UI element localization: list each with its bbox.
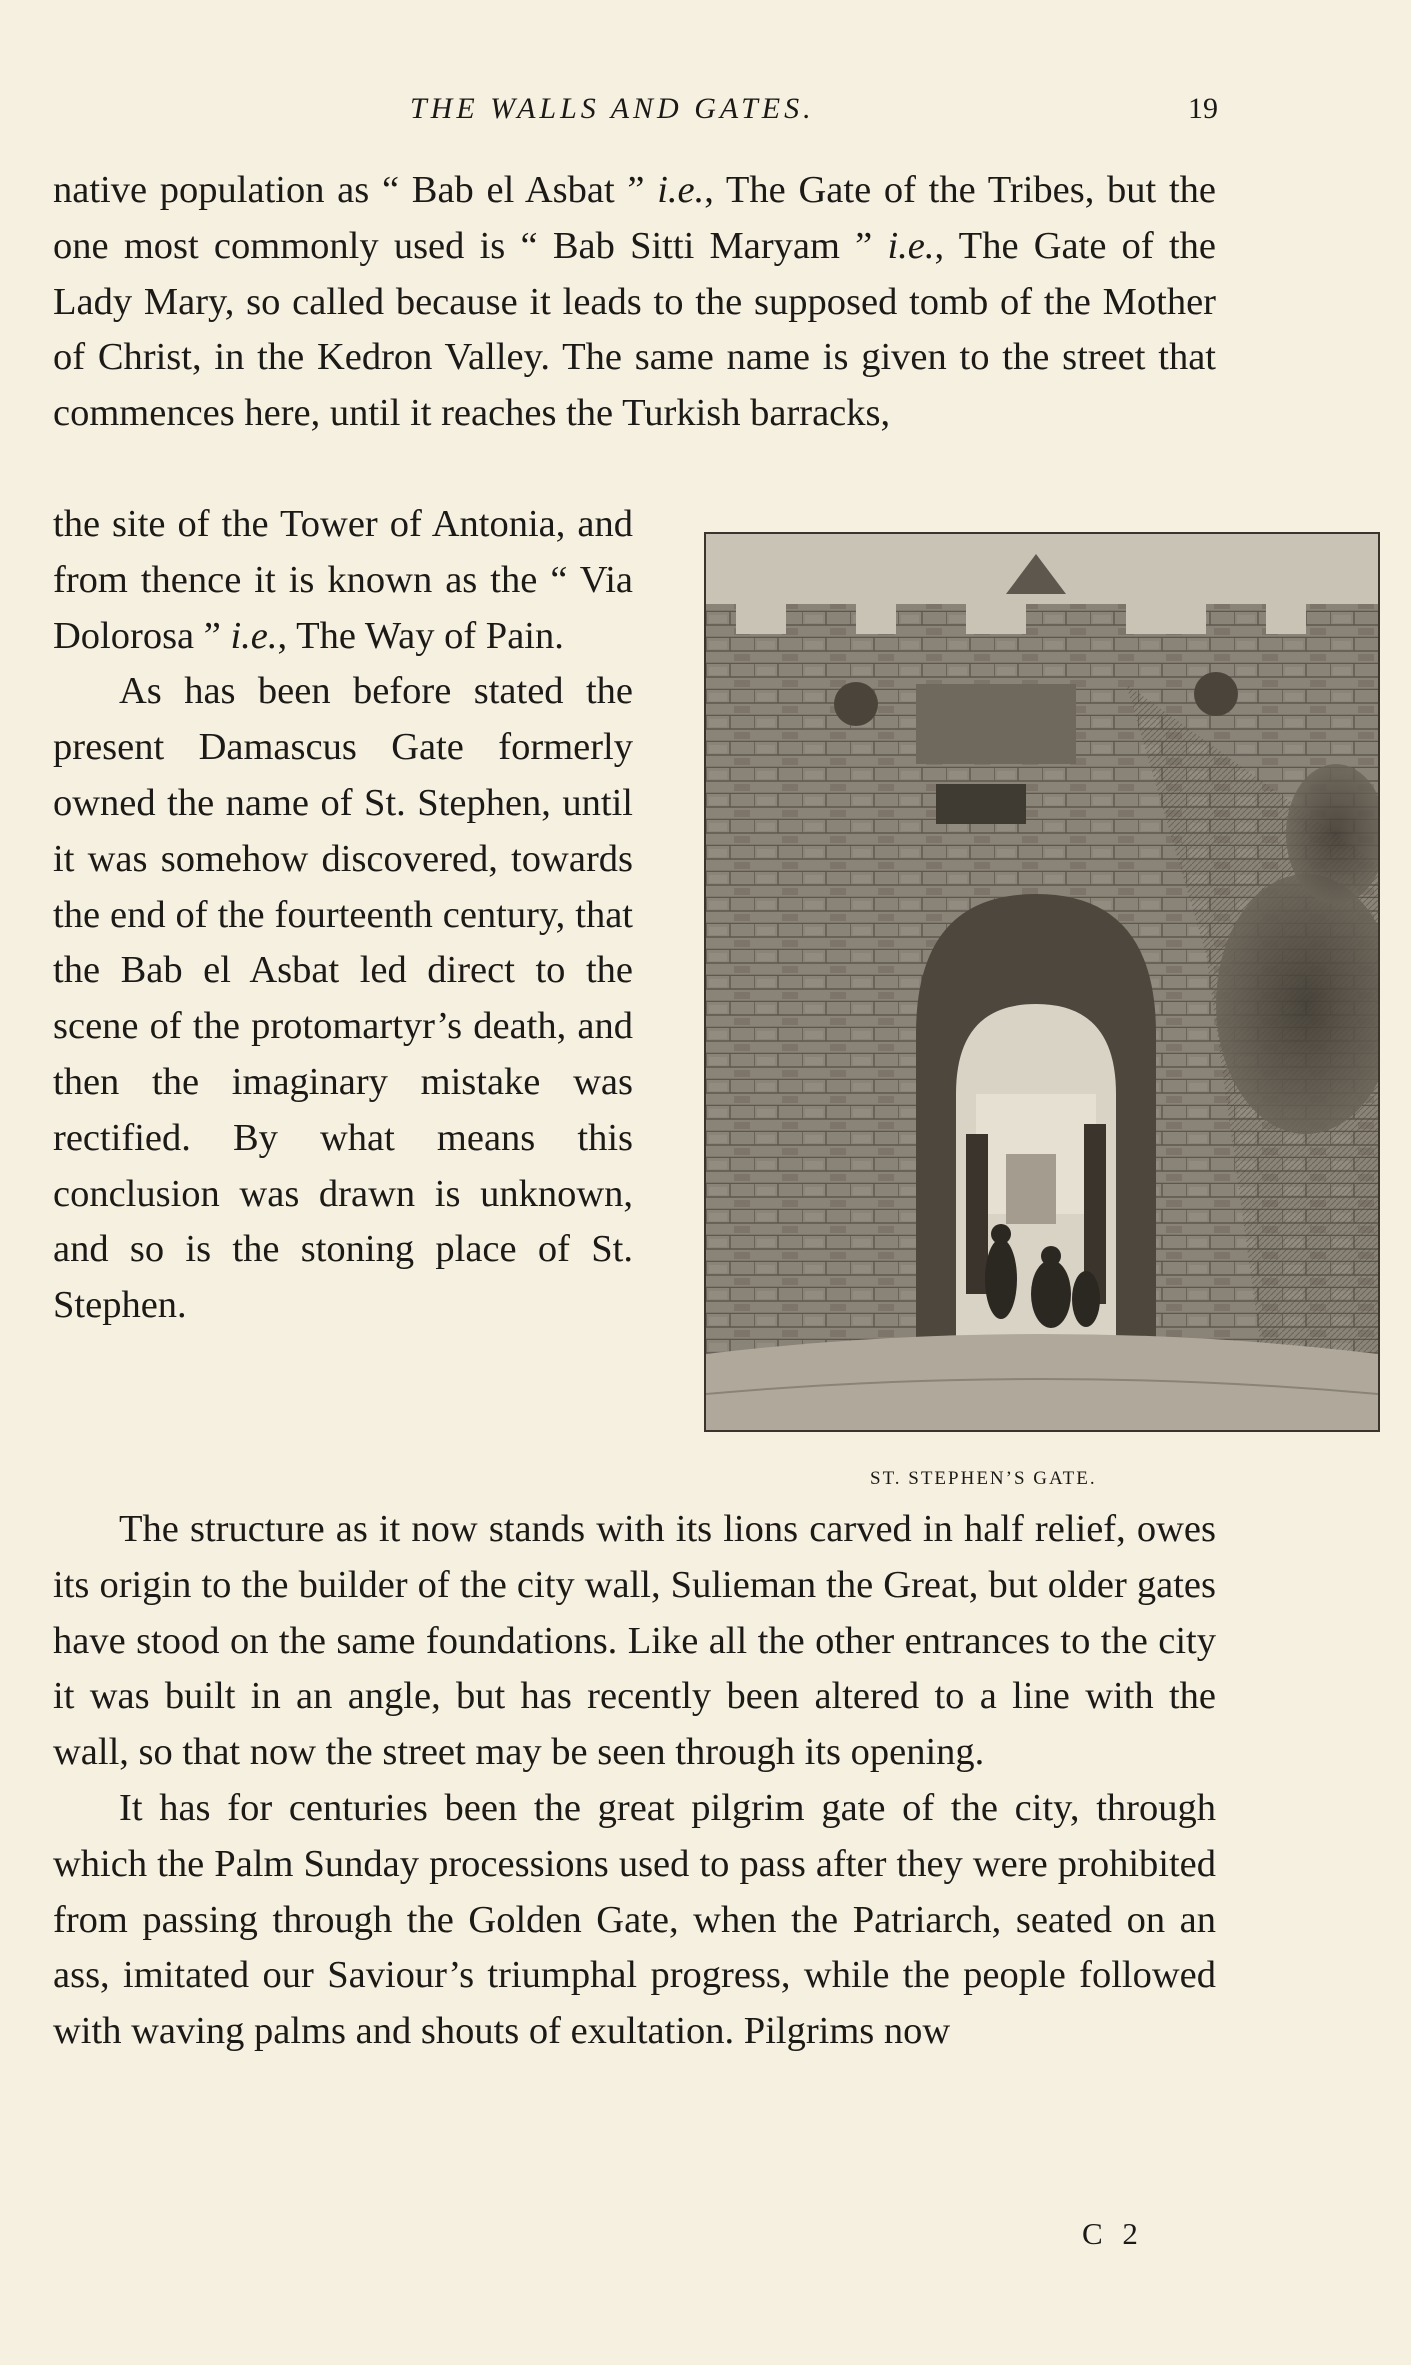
italic-abbreviation: i.e.	[887, 224, 935, 267]
text-run: , The Gate of the Lady Mary, so called because it leads to the supposed tomb of the Mother of Christ, in the Kedron Valley. The same name is given to the street that commences here, until it reaches the Turkish barracks,	[53, 224, 1216, 435]
wrapped-text-column	[53, 497, 633, 1334]
paragraph-block	[53, 1502, 1216, 2060]
lion-relief-right	[1194, 672, 1238, 716]
paragraph-structure: The structure as it now stands with its lions carved in half relief, owes its origin to the builder of the city wall, Sulieman the Great, but older gates have stood on the same foundations. Like all the other entrances to the city it was built in an angle, but has recently been altered to a line with the wall, so that now the street may be seen through its opening.	[53, 1508, 1216, 1774]
text-run: native population as “ Bab el Asbat ”	[53, 169, 658, 211]
running-head	[0, 92, 1411, 132]
gate-engraving	[706, 534, 1378, 1430]
italic-abbreviation: i.e.	[657, 169, 705, 211]
lion-relief-left	[834, 682, 878, 726]
text-run: , The Gate of the Tribes, but the one most commonly used is “ Bab Sitti Maryam ”	[53, 169, 1216, 267]
text-run: the site of the Tower of Antonia, and from thence it is known as the “ Via Dolorosa ”	[53, 503, 633, 657]
text-run: , The Way of Pain.	[277, 614, 564, 657]
running-title: THE WALLS AND GATES.	[410, 92, 815, 125]
paragraph-pilgrim-gate: It has for centuries been the great pilgrim gate of the city, through which the Palm Sunday processions used to pass after they were prohibited from passing through the Golden Gate, when the Patriarch, seated on an ass, imitated our Saviour’s triumphal progress, while the people followed with waving palms and shouts of exultation. Pilgrims now	[53, 1786, 1216, 2053]
paragraph-continued	[53, 163, 1216, 442]
page-number: 19	[1188, 92, 1218, 125]
paragraph-via-dolorosa	[53, 497, 633, 664]
signature-mark: C 2	[1082, 2216, 1144, 2251]
illustration-st-stephens-gate	[704, 532, 1380, 1432]
paragraph-damascus-gate: As has been before stated the present Damascus Gate formerly owned the name of St. Stephen, until it was somehow discovered, towards the end of the fourteenth century, that the Bab el Asbat led direct to the scene of the protomartyr’s death, and then the imaginary mistake was rectified. By what means this conclusion was drawn is unknown, and so is the stoning place of St. Stephen.	[53, 670, 633, 1327]
figure-caption: ST. STEPHEN’S GATE.	[870, 1468, 1097, 1489]
italic-abbreviation: i.e.	[230, 614, 278, 657]
